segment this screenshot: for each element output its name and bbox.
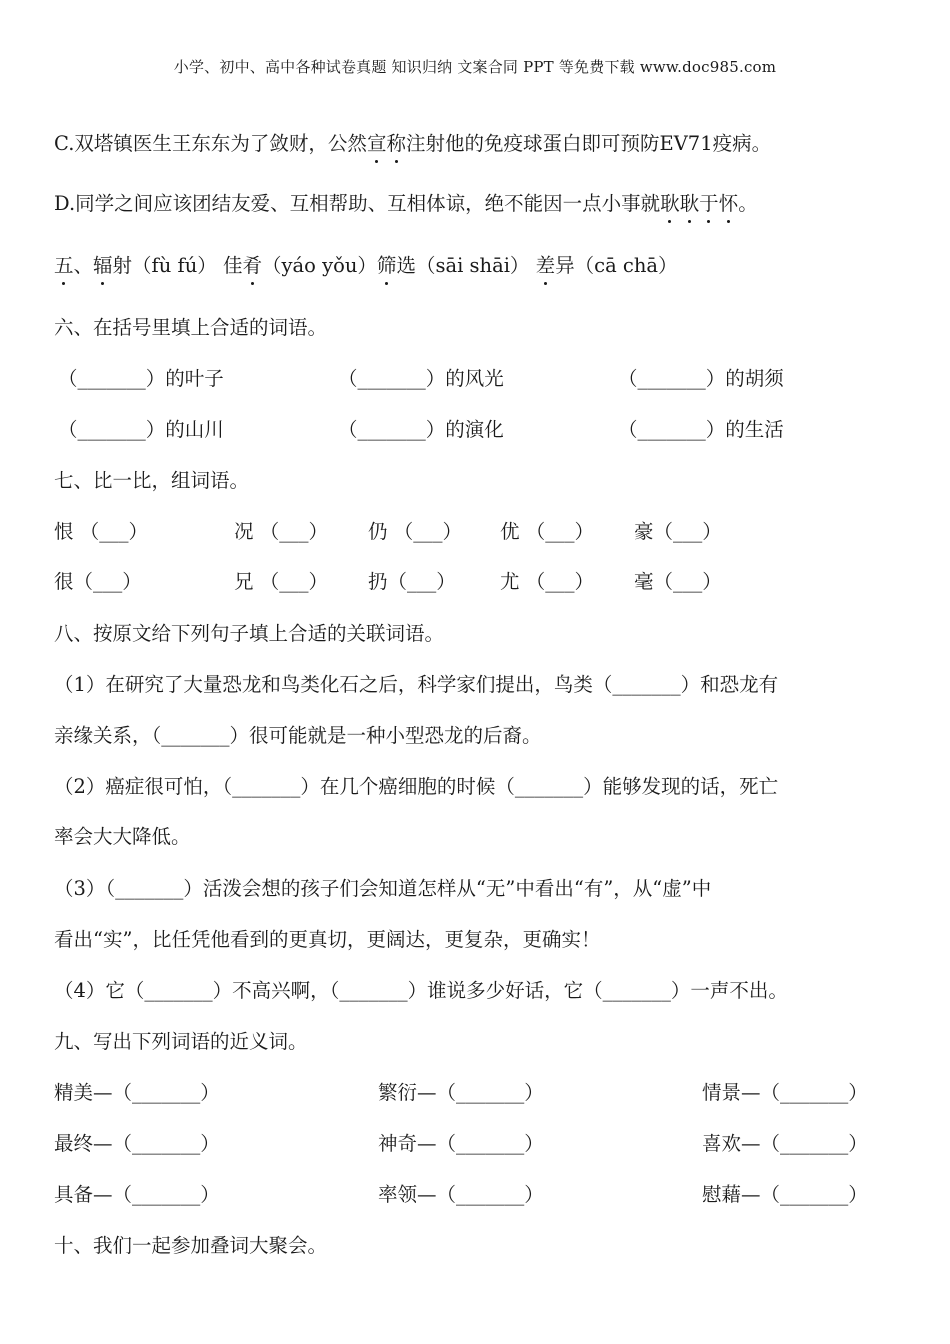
dotted-char: 肴 xyxy=(243,250,263,278)
page-header: 小学、初中、高中各种试卷真题 知识归纳 文案合同 PPT 等免费下载 www.doc985.com xyxy=(173,58,777,76)
fill-blank[interactable]: （_______）的叶子 xyxy=(58,367,224,390)
fill-blank[interactable]: （_______）的生活 xyxy=(618,418,784,441)
fill-blank[interactable]: 具备—（_______） xyxy=(54,1183,220,1206)
fill-blank[interactable]: 精美—（_______） xyxy=(54,1081,220,1104)
question-line[interactable]: （3）（_______）活泼会想的孩子们会知道怎样从“无”中看出“有”，从“虚”中 xyxy=(54,877,712,900)
dotted-char: 宣 xyxy=(367,128,387,156)
dotted-char: 耿 xyxy=(660,188,680,216)
fill-blank[interactable]: 慰藉—（_______） xyxy=(702,1183,868,1206)
dotted-char: 于 xyxy=(699,188,719,216)
fill-blank[interactable]: （_______）的山川 xyxy=(58,418,224,441)
section-8-title: 八、按原文给下列句子填上合适的关联词语。 xyxy=(54,622,445,645)
question-line[interactable]: （2）癌症很可怕，（_______）在几个癌细胞的时候（_______）能够发现的话，死亡 xyxy=(54,775,779,798)
fill-blank[interactable]: 扔（___） xyxy=(368,570,456,593)
section-6-title: 六、在括号里填上合适的词语。 xyxy=(54,316,328,339)
section-7-title: 七、比一比，组词语。 xyxy=(54,469,250,492)
section-5-text: 射（fù fú） 佳 xyxy=(112,254,243,277)
dotted-char: 怀 xyxy=(719,188,739,216)
fill-blank[interactable]: 很（___） xyxy=(54,570,142,593)
question-line: 看出“实”，比任凭他看到的更真切，更阔达，更复杂，更确实！ xyxy=(54,928,601,951)
dotted-char: 五 xyxy=(54,250,74,278)
fill-blank[interactable]: （_______）的演化 xyxy=(338,418,504,441)
question-line: 率会大大降低。 xyxy=(54,825,191,848)
option-d-text: D.同学之间应该团结友爱、互相帮助、互相体谅，绝不能因一点小事就 xyxy=(54,192,661,215)
section-5-text: 选（sāi shāi） xyxy=(396,254,536,277)
fill-blank[interactable]: 优 （___） xyxy=(500,520,594,543)
fill-blank[interactable]: （_______）的胡须 xyxy=(618,367,784,390)
section-10-title: 十、我们一起参加叠词大聚会。 xyxy=(54,1234,328,1257)
section-9-title: 九、写出下列词语的近义词。 xyxy=(54,1030,308,1053)
fill-blank[interactable]: 喜欢—（_______） xyxy=(702,1132,868,1155)
fill-blank[interactable]: 率领—（_______） xyxy=(378,1183,544,1206)
fill-blank[interactable]: 兄 （___） xyxy=(234,570,328,593)
fill-blank[interactable]: 仍 （___） xyxy=(368,520,462,543)
fill-blank[interactable]: 恨 （___） xyxy=(54,520,148,543)
dotted-char: 筛 xyxy=(377,250,397,278)
question-line[interactable]: 亲缘关系，（_______）很可能就是一种小型恐龙的后裔。 xyxy=(54,724,542,747)
option-c xyxy=(54,128,771,156)
dotted-char: 差 xyxy=(536,250,556,278)
fill-blank[interactable]: 豪（___） xyxy=(634,520,722,543)
dotted-char: 辐 xyxy=(93,250,113,278)
fill-blank[interactable]: 情景—（_______） xyxy=(702,1081,868,1104)
dotted-char: 耿 xyxy=(680,188,700,216)
fill-blank[interactable]: （_______）的风光 xyxy=(338,367,504,390)
option-c-text: C.双塔镇医生王东东为了敛财，公然 xyxy=(54,132,367,155)
section-5-text: 异（cā chā） xyxy=(555,254,678,277)
fill-blank[interactable]: 繁衍—（_______） xyxy=(378,1081,544,1104)
fill-blank[interactable]: 神奇—（_______） xyxy=(378,1132,544,1155)
section-5-text: 、 xyxy=(73,254,94,277)
section-5 xyxy=(54,250,678,278)
fill-blank[interactable]: 尤 （___） xyxy=(500,570,594,593)
question-line[interactable]: （4）它（_______）不高兴啊，（_______）谁说多少好话，它（_______）一声不出。 xyxy=(54,979,788,1002)
dotted-char: 称 xyxy=(386,128,406,156)
option-c-text: 注射他的免疫球蛋白即可预防EV71疫病。 xyxy=(405,132,772,155)
fill-blank[interactable]: 况 （___） xyxy=(234,520,328,543)
option-d xyxy=(54,188,758,216)
option-d-text: 。 xyxy=(738,192,758,215)
fill-blank[interactable]: 最终—（_______） xyxy=(54,1132,220,1155)
fill-blank[interactable]: 毫（___） xyxy=(634,570,722,593)
section-5-text: （yáo yǒu） xyxy=(262,254,377,277)
question-line[interactable]: （1）在研究了大量恐龙和鸟类化石之后，科学家们提出，鸟类（_______）和恐龙有 xyxy=(54,673,779,696)
